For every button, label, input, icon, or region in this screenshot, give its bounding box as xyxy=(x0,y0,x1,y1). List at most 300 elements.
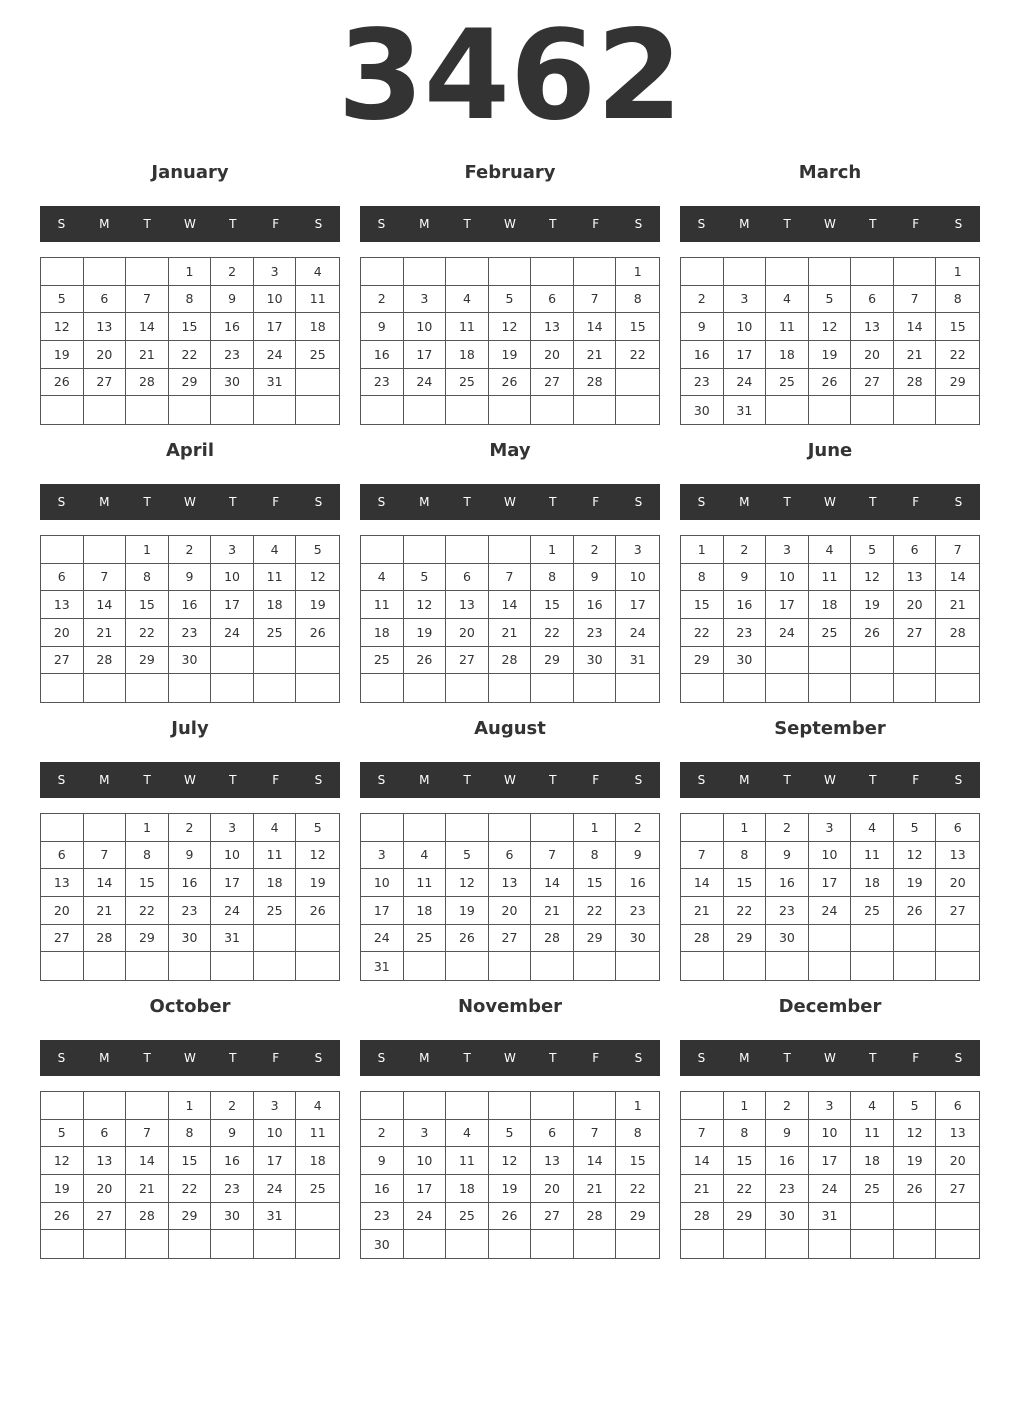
month-name: June xyxy=(807,440,853,461)
day-cell: 22 xyxy=(616,341,659,369)
weekday-label: S xyxy=(314,1051,323,1065)
day-cell: 19 xyxy=(894,1147,937,1175)
day-cell: 28 xyxy=(126,1203,169,1231)
day-cell: 2 xyxy=(169,814,212,842)
day-cell: 21 xyxy=(936,591,979,619)
day-cell: 18 xyxy=(361,619,404,647)
month-name: May xyxy=(489,440,531,461)
month-march xyxy=(680,156,980,426)
empty-day-cell xyxy=(894,1230,937,1258)
day-cell: 19 xyxy=(41,341,84,369)
day-cell: 3 xyxy=(766,536,809,564)
day-cell: 3 xyxy=(809,814,852,842)
day-cell: 27 xyxy=(936,1175,979,1203)
year-title: 3462 xyxy=(337,4,683,148)
empty-day-cell xyxy=(254,1230,297,1258)
day-cell: 7 xyxy=(681,842,724,870)
empty-day-cell xyxy=(84,258,127,286)
weekday-label: M xyxy=(419,217,430,231)
day-cell: 17 xyxy=(809,869,852,897)
empty-day-cell xyxy=(41,396,84,424)
empty-day-cell xyxy=(41,1230,84,1258)
day-cell: 18 xyxy=(254,591,297,619)
day-cell: 28 xyxy=(574,369,617,397)
empty-day-cell xyxy=(766,258,809,286)
day-cell: 13 xyxy=(851,313,894,341)
empty-day-cell xyxy=(446,814,489,842)
empty-day-cell xyxy=(489,674,532,702)
day-cell: 25 xyxy=(361,647,404,675)
empty-day-cell xyxy=(936,952,979,980)
weekday-header xyxy=(680,206,980,242)
empty-day-cell xyxy=(894,258,937,286)
empty-day-cell xyxy=(361,396,404,424)
day-cell: 1 xyxy=(616,1092,659,1120)
day-cell: 6 xyxy=(41,842,84,870)
day-cell: 11 xyxy=(446,313,489,341)
day-grid xyxy=(680,257,980,425)
day-cell: 20 xyxy=(41,619,84,647)
empty-day-cell xyxy=(84,674,127,702)
day-cell: 17 xyxy=(254,313,297,341)
day-cell: 27 xyxy=(489,925,532,953)
month-december xyxy=(680,990,980,1260)
day-cell: 2 xyxy=(574,536,617,564)
day-cell: 5 xyxy=(446,842,489,870)
day-cell: 12 xyxy=(894,842,937,870)
weekday-label: T xyxy=(783,495,791,509)
day-cell: 29 xyxy=(169,1203,212,1231)
day-cell: 26 xyxy=(894,1175,937,1203)
day-cell: 21 xyxy=(681,1175,724,1203)
day-cell: 11 xyxy=(254,564,297,592)
day-cell: 8 xyxy=(724,1120,767,1148)
empty-day-cell xyxy=(126,952,169,980)
empty-day-cell xyxy=(126,1230,169,1258)
day-cell: 21 xyxy=(894,341,937,369)
empty-day-cell xyxy=(894,1203,937,1231)
empty-day-cell xyxy=(574,396,617,424)
day-cell: 11 xyxy=(851,842,894,870)
empty-day-cell xyxy=(126,674,169,702)
day-cell: 22 xyxy=(681,619,724,647)
day-cell: 2 xyxy=(169,536,212,564)
day-cell: 4 xyxy=(851,1092,894,1120)
day-cell: 18 xyxy=(766,341,809,369)
day-cell: 13 xyxy=(84,313,127,341)
weekday-label: S xyxy=(314,773,323,787)
day-cell: 23 xyxy=(766,897,809,925)
day-cell: 20 xyxy=(84,1175,127,1203)
weekday-label: T xyxy=(549,1051,557,1065)
day-cell: 2 xyxy=(361,1120,404,1148)
empty-day-cell xyxy=(404,536,447,564)
weekday-label: S xyxy=(377,217,386,231)
day-cell: 24 xyxy=(254,341,297,369)
empty-day-cell xyxy=(211,952,254,980)
empty-day-cell xyxy=(936,674,979,702)
day-cell: 24 xyxy=(809,1175,852,1203)
empty-day-cell xyxy=(894,925,937,953)
weekday-label: T xyxy=(869,217,877,231)
day-cell: 16 xyxy=(574,591,617,619)
weekday-label: S xyxy=(954,495,963,509)
empty-day-cell xyxy=(574,952,617,980)
month-name: August xyxy=(474,718,546,739)
day-cell: 15 xyxy=(574,869,617,897)
day-cell: 1 xyxy=(616,258,659,286)
day-cell: 29 xyxy=(126,925,169,953)
empty-day-cell xyxy=(41,1092,84,1120)
day-cell: 9 xyxy=(681,313,724,341)
day-cell: 8 xyxy=(616,286,659,314)
empty-day-cell xyxy=(361,814,404,842)
empty-day-cell xyxy=(809,925,852,953)
weekday-label: W xyxy=(504,1051,516,1065)
day-cell: 16 xyxy=(766,869,809,897)
day-cell: 25 xyxy=(851,1175,894,1203)
empty-day-cell xyxy=(84,952,127,980)
weekday-label: S xyxy=(57,1051,66,1065)
day-cell: 23 xyxy=(211,1175,254,1203)
day-cell: 12 xyxy=(489,313,532,341)
day-cell: 28 xyxy=(681,1203,724,1231)
empty-day-cell xyxy=(126,1092,169,1120)
day-cell: 7 xyxy=(84,842,127,870)
empty-day-cell xyxy=(446,1092,489,1120)
day-cell: 2 xyxy=(681,286,724,314)
weekday-label: S xyxy=(954,217,963,231)
day-cell: 5 xyxy=(296,536,339,564)
day-cell: 15 xyxy=(724,869,767,897)
empty-day-cell xyxy=(41,536,84,564)
empty-day-cell xyxy=(574,674,617,702)
day-cell: 22 xyxy=(724,897,767,925)
day-cell: 29 xyxy=(531,647,574,675)
day-cell: 29 xyxy=(724,1203,767,1231)
day-cell: 19 xyxy=(894,869,937,897)
day-cell: 19 xyxy=(296,591,339,619)
day-cell: 10 xyxy=(211,564,254,592)
empty-day-cell xyxy=(681,1230,724,1258)
empty-day-cell xyxy=(211,674,254,702)
day-cell: 5 xyxy=(809,286,852,314)
day-cell: 23 xyxy=(724,619,767,647)
day-cell: 13 xyxy=(936,1120,979,1148)
day-cell: 22 xyxy=(531,619,574,647)
empty-day-cell xyxy=(489,396,532,424)
day-cell: 21 xyxy=(489,619,532,647)
day-cell: 16 xyxy=(361,1175,404,1203)
day-cell: 20 xyxy=(851,341,894,369)
weekday-label: S xyxy=(377,1051,386,1065)
day-cell: 4 xyxy=(851,814,894,842)
day-cell: 21 xyxy=(574,341,617,369)
weekday-label: S xyxy=(697,773,706,787)
weekday-header xyxy=(40,1040,340,1076)
day-grid xyxy=(680,813,980,981)
day-cell: 26 xyxy=(489,1203,532,1231)
empty-day-cell xyxy=(574,258,617,286)
empty-day-cell xyxy=(681,952,724,980)
day-cell: 16 xyxy=(361,341,404,369)
empty-day-cell xyxy=(724,1230,767,1258)
empty-day-cell xyxy=(296,1203,339,1231)
empty-day-cell xyxy=(574,1092,617,1120)
day-cell: 24 xyxy=(404,369,447,397)
day-cell: 30 xyxy=(169,647,212,675)
empty-day-cell xyxy=(446,536,489,564)
day-cell: 8 xyxy=(169,286,212,314)
day-cell: 3 xyxy=(724,286,767,314)
day-cell: 14 xyxy=(681,1147,724,1175)
day-cell: 9 xyxy=(169,842,212,870)
weekday-label: T xyxy=(463,495,471,509)
weekday-header xyxy=(40,484,340,520)
empty-day-cell xyxy=(296,674,339,702)
day-cell: 8 xyxy=(936,286,979,314)
day-cell: 25 xyxy=(446,1203,489,1231)
day-cell: 12 xyxy=(489,1147,532,1175)
empty-day-cell xyxy=(169,396,212,424)
day-cell: 23 xyxy=(574,619,617,647)
day-cell: 23 xyxy=(361,1203,404,1231)
weekday-label: F xyxy=(912,217,920,231)
day-cell: 27 xyxy=(84,1203,127,1231)
day-grid xyxy=(680,535,980,703)
day-cell: 16 xyxy=(724,591,767,619)
day-cell: 26 xyxy=(296,619,339,647)
day-cell: 23 xyxy=(211,341,254,369)
empty-day-cell xyxy=(296,952,339,980)
day-cell: 14 xyxy=(894,313,937,341)
empty-day-cell xyxy=(766,952,809,980)
weekday-label: T xyxy=(229,773,237,787)
empty-day-cell xyxy=(126,396,169,424)
day-cell: 7 xyxy=(936,536,979,564)
empty-day-cell xyxy=(84,814,127,842)
day-cell: 25 xyxy=(851,897,894,925)
day-grid xyxy=(360,1091,660,1259)
day-cell: 3 xyxy=(616,536,659,564)
day-cell: 30 xyxy=(574,647,617,675)
day-cell: 15 xyxy=(169,1147,212,1175)
day-cell: 8 xyxy=(169,1120,212,1148)
weekday-label: T xyxy=(869,773,877,787)
day-cell: 22 xyxy=(936,341,979,369)
day-cell: 20 xyxy=(936,869,979,897)
day-cell: 17 xyxy=(809,1147,852,1175)
day-cell: 28 xyxy=(531,925,574,953)
empty-day-cell xyxy=(446,674,489,702)
empty-day-cell xyxy=(724,258,767,286)
weekday-label: M xyxy=(739,1051,750,1065)
weekday-label: W xyxy=(824,217,836,231)
weekday-label: S xyxy=(697,1051,706,1065)
empty-day-cell xyxy=(41,258,84,286)
day-cell: 1 xyxy=(169,1092,212,1120)
day-cell: 15 xyxy=(531,591,574,619)
empty-day-cell xyxy=(489,1230,532,1258)
month-september xyxy=(680,712,980,982)
day-cell: 6 xyxy=(851,286,894,314)
weekday-label: M xyxy=(419,1051,430,1065)
day-cell: 28 xyxy=(574,1203,617,1231)
day-cell: 15 xyxy=(681,591,724,619)
day-cell: 13 xyxy=(446,591,489,619)
day-cell: 14 xyxy=(489,591,532,619)
day-cell: 19 xyxy=(489,341,532,369)
day-cell: 10 xyxy=(404,313,447,341)
day-cell: 16 xyxy=(211,313,254,341)
day-grid xyxy=(40,535,340,703)
day-cell: 26 xyxy=(41,369,84,397)
empty-day-cell xyxy=(724,952,767,980)
day-cell: 4 xyxy=(361,564,404,592)
day-cell: 27 xyxy=(41,925,84,953)
day-cell: 13 xyxy=(531,1147,574,1175)
month-july xyxy=(40,712,340,982)
day-cell: 3 xyxy=(809,1092,852,1120)
day-cell: 28 xyxy=(84,925,127,953)
day-cell: 17 xyxy=(211,591,254,619)
day-cell: 29 xyxy=(126,647,169,675)
day-cell: 26 xyxy=(894,897,937,925)
weekday-header xyxy=(680,1040,980,1076)
empty-day-cell xyxy=(84,1092,127,1120)
day-cell: 25 xyxy=(766,369,809,397)
day-cell: 4 xyxy=(254,536,297,564)
month-name: November xyxy=(457,996,563,1017)
day-cell: 19 xyxy=(851,591,894,619)
weekday-label: T xyxy=(783,1051,791,1065)
day-cell: 6 xyxy=(41,564,84,592)
empty-day-cell xyxy=(766,674,809,702)
day-cell: 24 xyxy=(361,925,404,953)
day-cell: 19 xyxy=(446,897,489,925)
day-cell: 13 xyxy=(531,313,574,341)
month-january xyxy=(40,156,340,426)
day-cell: 18 xyxy=(446,341,489,369)
day-cell: 12 xyxy=(894,1120,937,1148)
weekday-label: M xyxy=(739,495,750,509)
empty-day-cell xyxy=(809,952,852,980)
weekday-label: F xyxy=(592,1051,600,1065)
month-name: October xyxy=(149,996,231,1017)
empty-day-cell xyxy=(84,396,127,424)
day-cell: 12 xyxy=(809,313,852,341)
day-cell: 21 xyxy=(126,341,169,369)
day-cell: 7 xyxy=(574,286,617,314)
weekday-label: F xyxy=(912,495,920,509)
day-cell: 7 xyxy=(126,286,169,314)
empty-day-cell xyxy=(531,258,574,286)
empty-day-cell xyxy=(169,952,212,980)
day-grid xyxy=(360,535,660,703)
day-cell: 20 xyxy=(531,1175,574,1203)
day-cell: 22 xyxy=(724,1175,767,1203)
empty-day-cell xyxy=(851,1203,894,1231)
weekday-label: S xyxy=(634,773,643,787)
weekday-label: M xyxy=(419,773,430,787)
day-cell: 24 xyxy=(404,1203,447,1231)
weekday-label: M xyxy=(739,217,750,231)
day-cell: 10 xyxy=(254,1120,297,1148)
day-cell: 28 xyxy=(84,647,127,675)
day-cell: 7 xyxy=(84,564,127,592)
day-cell: 30 xyxy=(681,396,724,424)
day-cell: 9 xyxy=(574,564,617,592)
day-cell: 22 xyxy=(616,1175,659,1203)
day-cell: 28 xyxy=(936,619,979,647)
day-cell: 15 xyxy=(126,869,169,897)
empty-day-cell xyxy=(616,952,659,980)
day-cell: 10 xyxy=(809,842,852,870)
day-cell: 19 xyxy=(404,619,447,647)
day-cell: 16 xyxy=(616,869,659,897)
month-november xyxy=(360,990,660,1260)
day-cell: 2 xyxy=(724,536,767,564)
day-cell: 9 xyxy=(169,564,212,592)
day-cell: 12 xyxy=(296,564,339,592)
weekday-label: W xyxy=(824,495,836,509)
day-cell: 9 xyxy=(211,1120,254,1148)
empty-day-cell xyxy=(851,647,894,675)
day-cell: 11 xyxy=(254,842,297,870)
empty-day-cell xyxy=(936,1230,979,1258)
day-cell: 14 xyxy=(574,313,617,341)
weekday-label: W xyxy=(824,773,836,787)
weekday-label: M xyxy=(99,495,110,509)
empty-day-cell xyxy=(851,396,894,424)
weekday-header xyxy=(360,484,660,520)
day-cell: 17 xyxy=(724,341,767,369)
weekday-header xyxy=(680,762,980,798)
empty-day-cell xyxy=(404,814,447,842)
day-cell: 31 xyxy=(724,396,767,424)
day-cell: 16 xyxy=(169,591,212,619)
weekday-label: S xyxy=(57,217,66,231)
empty-day-cell xyxy=(254,647,297,675)
empty-day-cell xyxy=(296,925,339,953)
empty-day-cell xyxy=(489,1092,532,1120)
day-cell: 27 xyxy=(41,647,84,675)
day-cell: 1 xyxy=(169,258,212,286)
weekday-label: S xyxy=(377,773,386,787)
weekday-label: T xyxy=(549,495,557,509)
empty-day-cell xyxy=(809,674,852,702)
day-cell: 8 xyxy=(126,842,169,870)
day-cell: 27 xyxy=(936,897,979,925)
empty-day-cell xyxy=(361,1092,404,1120)
day-cell: 23 xyxy=(169,619,212,647)
empty-day-cell xyxy=(531,814,574,842)
day-cell: 6 xyxy=(531,1120,574,1148)
weekday-label: M xyxy=(419,495,430,509)
weekday-label: W xyxy=(184,217,196,231)
day-cell: 3 xyxy=(404,1120,447,1148)
empty-day-cell xyxy=(254,396,297,424)
day-cell: 1 xyxy=(681,536,724,564)
empty-day-cell xyxy=(211,396,254,424)
weekday-label: S xyxy=(634,217,643,231)
day-cell: 6 xyxy=(936,1092,979,1120)
weekday-label: T xyxy=(463,773,471,787)
day-cell: 24 xyxy=(766,619,809,647)
day-grid xyxy=(40,257,340,425)
day-cell: 19 xyxy=(296,869,339,897)
empty-day-cell xyxy=(574,1230,617,1258)
